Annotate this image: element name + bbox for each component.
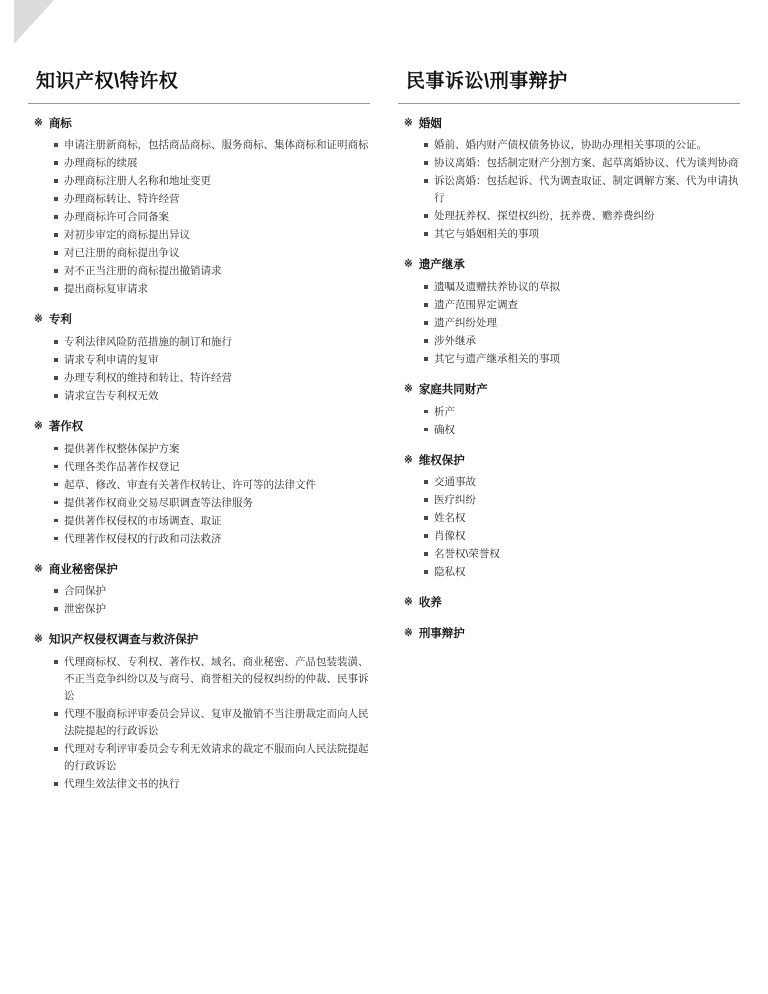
list-item: 其它与婚姻相关的事项 — [424, 226, 740, 243]
list-item: 姓名权 — [424, 510, 740, 527]
group-heading-label: 遗产继承 — [418, 259, 465, 272]
group-heading-label: 专利 — [48, 314, 72, 327]
group-heading-label: 知识产权侵权调查与救济保护 — [48, 634, 199, 647]
group-marriage — [398, 116, 740, 244]
list-item: 涉外继承 — [424, 333, 740, 350]
reference-mark-icon: ※ — [34, 562, 43, 575]
list-item: 婚前、婚内财产债权债务协议，协助办理相关事项的公证。 — [424, 137, 740, 154]
reference-mark-icon: ※ — [404, 596, 413, 609]
list-item: 提供著作权整体保护方案 — [54, 441, 370, 458]
reference-mark-icon: ※ — [404, 453, 413, 466]
list-item: 代理各类作品著作权登记 — [54, 459, 370, 476]
reference-mark-icon: ※ — [34, 633, 43, 646]
list-rights-protection — [398, 474, 740, 581]
group-heading-rights-protection — [398, 453, 740, 470]
list-item: 办理商标注册人名称和地址变更 — [54, 173, 370, 190]
list-item: 诉讼离婚：包括起诉、代为调查取证、制定调解方案、代为申请执行 — [424, 173, 740, 207]
list-inheritance — [398, 279, 740, 368]
list-item: 提供著作权商业交易尽职调查等法律服务 — [54, 495, 370, 512]
column-intellectual-property — [28, 70, 370, 807]
group-heading-label: 商标 — [48, 117, 72, 130]
list-item: 代理不服商标评审委员会异议、复审及撤销不当注册裁定而向人民法院提起的行政诉讼 — [54, 706, 370, 740]
group-heading-infringement-investigation — [28, 632, 370, 649]
group-heading-label: 著作权 — [48, 421, 84, 434]
list-item: 处理抚养权、探望权纠纷，抚养费、赡养费纠纷 — [424, 208, 740, 225]
reference-mark-icon: ※ — [404, 627, 413, 640]
list-item: 办理商标许可合同备案 — [54, 209, 370, 226]
reference-mark-icon: ※ — [34, 116, 43, 129]
list-trade-secret — [28, 583, 370, 618]
group-heading-inheritance — [398, 257, 740, 274]
group-heading-criminal-defense — [398, 626, 740, 643]
column-civil-criminal — [398, 70, 740, 807]
reference-mark-icon: ※ — [404, 116, 413, 129]
group-family-property — [398, 382, 740, 439]
group-trademark — [28, 116, 370, 299]
group-heading-copyright — [28, 419, 370, 436]
list-item: 对已注册的商标提出争议 — [54, 245, 370, 262]
group-heading-family-property — [398, 382, 740, 399]
list-copyright — [28, 441, 370, 548]
list-item: 请求专利申请的复审 — [54, 352, 370, 369]
reference-mark-icon: ※ — [34, 313, 43, 326]
list-item: 对不正当注册的商标提出撤销请求 — [54, 263, 370, 280]
page-title-right: 民事诉讼\刑事辩护 — [398, 70, 740, 104]
list-item: 代理商标权、专利权、著作权、域名、商业秘密、产品包装装潢、不正当竞争纠纷以及与商号、商誉相关的侵权纠纷的仲裁、民事诉讼 — [54, 654, 370, 705]
group-infringement-investigation — [28, 632, 370, 793]
list-item: 遗产纠纷处理 — [424, 315, 740, 332]
list-item: 遗嘱及遗赠扶养协议的草拟 — [424, 279, 740, 296]
group-inheritance — [398, 257, 740, 368]
list-item: 专利法律风险防范措施的制订和施行 — [54, 334, 370, 351]
group-heading-patent — [28, 312, 370, 329]
group-trade-secret — [28, 562, 370, 619]
group-heading-label: 刑事辩护 — [418, 628, 465, 641]
list-item: 其它与遗产继承相关的事项 — [424, 351, 740, 368]
group-heading-label: 家庭共同财产 — [418, 384, 488, 397]
group-heading-trademark — [28, 116, 370, 133]
group-heading-label: 婚姻 — [418, 117, 442, 130]
group-heading-label: 商业秘密保护 — [48, 563, 118, 576]
group-heading-adoption — [398, 595, 740, 612]
list-patent — [28, 334, 370, 405]
list-item: 代理生效法律文书的执行 — [54, 776, 370, 793]
list-item: 代理著作权侵权的行政和司法救济 — [54, 531, 370, 548]
list-item: 请求宣告专利权无效 — [54, 388, 370, 405]
list-item: 申请注册新商标，包括商品商标、服务商标、集体商标和证明商标 — [54, 137, 370, 154]
list-item: 起草、修改、审查有关著作权转让、许可等的法律文件 — [54, 477, 370, 494]
page-title-left: 知识产权\特许权 — [28, 70, 370, 104]
list-item: 交通事故 — [424, 474, 740, 491]
list-item: 合同保护 — [54, 583, 370, 600]
group-rights-protection — [398, 453, 740, 582]
group-patent — [28, 312, 370, 405]
list-item: 办理商标的续展 — [54, 155, 370, 172]
group-heading-label: 维权保护 — [418, 454, 465, 467]
two-column-layout — [28, 70, 740, 807]
group-heading-marriage — [398, 116, 740, 133]
list-item: 对初步审定的商标提出异议 — [54, 227, 370, 244]
list-item: 提供著作权侵权的市场调查、取证 — [54, 513, 370, 530]
list-item: 医疗纠纷 — [424, 492, 740, 509]
reference-mark-icon: ※ — [404, 258, 413, 271]
group-copyright — [28, 419, 370, 548]
list-trademark — [28, 137, 370, 298]
group-adoption — [398, 595, 740, 612]
list-infringement-investigation — [28, 654, 370, 793]
list-item: 隐私权 — [424, 564, 740, 581]
list-item: 提出商标复审请求 — [54, 281, 370, 298]
list-item: 确权 — [424, 422, 740, 439]
list-item: 析产 — [424, 404, 740, 421]
group-heading-trade-secret — [28, 562, 370, 579]
list-family-property — [398, 404, 740, 439]
list-item: 遗产范围界定调查 — [424, 297, 740, 314]
list-marriage — [398, 137, 740, 243]
group-criminal-defense — [398, 626, 740, 643]
list-item: 肖像权 — [424, 528, 740, 545]
list-item: 泄密保护 — [54, 601, 370, 618]
reference-mark-icon: ※ — [404, 383, 413, 396]
reference-mark-icon: ※ — [34, 420, 43, 433]
group-heading-label: 收养 — [418, 597, 442, 610]
list-item: 办理商标转让、特许经营 — [54, 191, 370, 208]
list-item: 名誉权\荣誉权 — [424, 546, 740, 563]
list-item: 协议离婚：包括制定财产分割方案、起草离婚协议、代为谈判协商 — [424, 155, 740, 172]
list-item: 代理对专利评审委员会专利无效请求的裁定不服而向人民法院提起的行政诉讼 — [54, 741, 370, 775]
list-item: 办理专利权的维持和转让、特许经营 — [54, 370, 370, 387]
